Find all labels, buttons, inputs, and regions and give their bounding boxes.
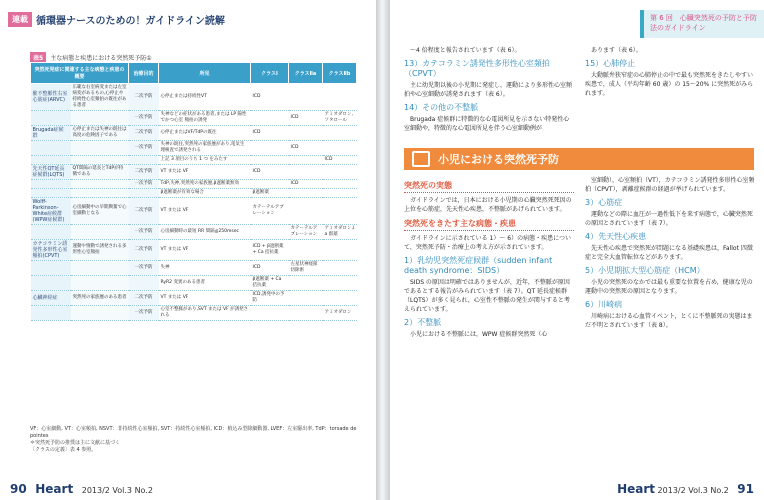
cell-goal: 二次予防	[129, 84, 159, 111]
heading-cardiomyopathy: 3）心筋症	[585, 198, 623, 207]
cell-disease	[31, 306, 71, 321]
cell-disease	[31, 261, 71, 276]
text-chd: 先天性心疾患で突然死が問題になる基礎疾患は，Fallot 四徴症と完全大血管転位などがあります。	[585, 245, 753, 261]
table-row	[31, 126, 357, 141]
note-abbrev: VF：心室細動, VT：心室頻拍, NSVT：非持続性心室頻拍, SVT：持続性心室頻拍, ICD：植込み型除細動器, LVEF：左室駆出率, TdP：torsade de pointes	[30, 426, 357, 439]
cell-criteria	[71, 111, 129, 126]
cell-class1	[251, 306, 289, 321]
cell-class1	[251, 156, 289, 165]
cell-class1	[251, 180, 289, 189]
cell-finding: VT または VF	[159, 240, 251, 261]
col1-heading-13: 13）カテコラミン誘発性多形性心室頻拍（CPVT）	[404, 59, 550, 78]
column-2-bottom	[585, 176, 755, 332]
cell-class1: ICD	[251, 261, 289, 276]
col1-text-13: 主に幼児期以後の小児期に発症し，運動により多形性心室頻拍や心室細動が誘発されます（表 6）。	[404, 82, 573, 98]
right-page	[390, 0, 764, 500]
cell-class2a: ICD	[289, 111, 323, 126]
text-hcm: 小児の突然死のなかでは最も重要な位置を占め，健康な児の運動中の突然死の原因となります。	[585, 279, 753, 295]
cell-criteria	[71, 225, 129, 240]
heading-kawasaki: 6）川崎病	[585, 300, 623, 309]
cell-goal	[129, 189, 159, 198]
cell-class1: ICD	[251, 165, 289, 180]
cell-class2a	[289, 306, 323, 321]
cell-class1	[251, 141, 289, 156]
cell-class2a	[289, 156, 323, 165]
table-row	[31, 189, 357, 198]
cell-class2a: ICD	[289, 180, 323, 189]
section-banner	[404, 148, 754, 170]
cell-criteria	[71, 180, 129, 189]
cell-class2a	[289, 84, 323, 111]
page-number-left: 90	[10, 482, 27, 496]
subsection-heading-2: 突然死をきたす主な病態・疾患	[404, 218, 574, 231]
cell-class1: β遮断薬	[251, 189, 289, 198]
cell-class1: ICD,誘発中の予防	[251, 291, 289, 306]
table-row	[31, 111, 357, 126]
cell-disease: 先天性QT延長症候群(LQTS)	[31, 165, 71, 180]
cell-class2b	[323, 165, 357, 180]
page-number-right: 91	[737, 482, 754, 496]
left-header	[0, 10, 225, 28]
book-icon	[412, 151, 430, 167]
cell-finding: 心停止またはVF/TdPの既往	[159, 126, 251, 141]
cell-class1: カテーテルアブレーション	[251, 198, 289, 225]
cell-goal: 二次予防	[129, 240, 159, 261]
cell-finding: 失神などの症状がある患者,または LP 陽性でかつ心室 頻拍の誘発	[159, 111, 251, 126]
magazine-name-left: Heart	[35, 482, 74, 496]
section-title: 小児における突然死予防	[438, 153, 559, 166]
cell-class2b	[323, 180, 357, 189]
cell-disease	[31, 111, 71, 126]
cell-disease	[31, 225, 71, 240]
header-class2a: クラスⅡa	[289, 63, 323, 84]
cell-class1: ICD	[251, 84, 289, 111]
col1-heading-14: 14）その他の不整脈	[404, 103, 479, 112]
cell-finding: TdP,失神,突然死の家族歴,β遮断薬無効	[159, 180, 251, 189]
cell-class2b: アミオダロン,ソタロール	[323, 111, 357, 126]
cell-class2b	[323, 240, 357, 261]
cell-goal	[129, 276, 159, 291]
cell-class2b	[323, 198, 357, 225]
cell-class1	[251, 225, 289, 240]
table-row	[31, 84, 357, 111]
right-footer	[611, 482, 754, 496]
cell-finding: 失神の既往,突然死の家族歴があり,電気生理検査で誘発される	[159, 141, 251, 156]
cell-disease	[31, 189, 71, 198]
text-kawasaki: 川崎病における心血管イベント，とくに不整脈死の実態はまだ不明とされています（表 8）。	[585, 313, 753, 329]
header-disease: 突然死発症に関連する主な病態と疾患の概要	[31, 63, 129, 84]
cell-goal: 二次予防	[129, 165, 159, 180]
column-1-bottom	[404, 176, 574, 341]
cell-class1: ICD + β遮断薬 + Ca 拮抗薬	[251, 240, 289, 261]
cell-criteria	[71, 141, 129, 156]
table-caption-tag: 表5	[30, 52, 46, 63]
table-row	[31, 291, 357, 306]
header-goal: 治療目的	[129, 63, 159, 84]
note-class: 〔クラスの定義〕表 4 参照。	[30, 447, 97, 453]
series-tag: 連載	[8, 12, 32, 27]
table-body	[31, 84, 357, 321]
cell-disease	[31, 180, 71, 189]
cell-criteria	[71, 261, 129, 276]
cell-criteria: 広範な右室病変または左室病変があるもの,心停止や持続性心室頻拍の既往がある患者	[71, 84, 129, 111]
col2-heading-15: 15）心肺停止	[585, 59, 636, 68]
cell-goal: 一次予防	[129, 306, 159, 321]
left-footer	[10, 482, 153, 496]
col1-text-14: Brugada 症候群に特徴的な心電図所見を示さない特発性心室細動や，特徴的な心電図所見を伴う心室細動例が	[404, 116, 570, 132]
cell-finding: VT または VF	[159, 165, 251, 180]
cell-class2a: ICD	[289, 141, 323, 156]
table-row	[31, 141, 357, 156]
cell-class2a: カテーテルアブレーション	[289, 225, 323, 240]
cell-criteria	[71, 276, 129, 291]
issue-left: 2013/2 Vol.3 No.2	[81, 486, 153, 495]
cell-finding: RyR2 変異のある患者	[159, 276, 251, 291]
cell-finding: VT または VF	[159, 291, 251, 306]
cell-class2b: アミオダロン,I a 群薬	[323, 225, 357, 240]
chapter-title: 第 6 回 心臓突然死の予防と予防法のガイドライン	[650, 14, 757, 32]
cell-finding: 上記 3 項目のうち 1 つ をみたす	[159, 156, 251, 165]
table-row	[31, 240, 357, 261]
cell-goal: 二次予防	[129, 126, 159, 141]
cell-class2b	[323, 261, 357, 276]
cell-goal: 一次予防	[129, 225, 159, 240]
cell-criteria: 突然死の家族歴のある患者	[71, 291, 129, 306]
note-star: ＊突然死予防の推奨は主に文献に基づく	[30, 440, 121, 446]
cell-class2b	[323, 126, 357, 141]
cell-class2a	[289, 276, 323, 291]
table-row	[31, 165, 357, 180]
cell-disease: 心臓神経症	[31, 291, 71, 306]
cell-class2b	[323, 291, 357, 306]
cell-goal: 二次予防	[129, 291, 159, 306]
cell-goal: 一次予防	[129, 141, 159, 156]
table-notes	[30, 426, 360, 454]
cell-disease: Wolff-Parkinson-White症候群(WPW症候群)	[31, 198, 71, 225]
cell-class2b	[323, 276, 357, 291]
table-row	[31, 261, 357, 276]
cell-class2a	[289, 240, 323, 261]
cell-disease: Brugada症候群	[31, 126, 71, 141]
text-arrhythmia: 小児における不整脈には，WPW 症候群突然死（心	[410, 331, 548, 338]
cell-class1: β遮断薬 + Ca 拮抗薬	[251, 276, 289, 291]
table-row	[31, 306, 357, 321]
text-sids: SIDS の原因は明確ではありませんが，近年，不整脈が原因であるとする報告がみられています（表 7）。QT 延長症候群（LQTS）が多く見られ，心室性不整脈の発生が関与すると考えられています。	[404, 279, 570, 313]
table-row	[31, 180, 357, 189]
cell-finding: 心室不整脈があり,SVT または VF が誘発される	[159, 306, 251, 321]
header-class1: クラスⅠ	[251, 63, 289, 84]
cell-criteria: QT間隔の延長とTdPが特徴である	[71, 165, 129, 180]
cell-class2b	[323, 141, 357, 156]
cell-goal: 一次予防	[129, 261, 159, 276]
cell-finding: VT または VF	[159, 198, 251, 225]
cell-criteria: 心房細動中の早期興奮で心室細動となる	[71, 198, 129, 225]
spine-gutter	[376, 0, 390, 500]
cell-criteria: 心停止または失神の既往は高度の危険因子である	[71, 126, 129, 141]
cell-finding: 心房細動時の最短 RR 間隔≦250msec	[159, 225, 251, 240]
cell-goal: 一次予防	[129, 111, 159, 126]
cell-finding: 失神	[159, 261, 251, 276]
heading-sids: 1）乳幼児突然死症候群（sudden infant death syndrome：SIDS）	[404, 256, 553, 275]
subsection-text-1: ガイドラインでは，日本における小児期の心臓突然死死因の上位を心筋症，先天性心疾患，不整脈があげられています。	[404, 197, 572, 213]
header-class2b: クラスⅡb	[323, 63, 357, 84]
cell-goal	[129, 156, 159, 165]
subsection-heading-1: 突然死の実態	[404, 180, 574, 193]
magazine-name-right: Heart	[617, 482, 655, 496]
cell-disease: カテコラミン誘発性多形性心室頻拍(CPVT)	[31, 240, 71, 261]
cell-class2a	[289, 126, 323, 141]
cell-class2a	[289, 198, 323, 225]
cell-class2b: ICD	[323, 156, 357, 165]
issue-right: 2013/2 Vol.3 No.2	[657, 486, 729, 495]
table-caption-text: 主な病態と疾患における突然死予防①	[50, 55, 152, 62]
chapter-header	[640, 10, 764, 38]
column-1-top	[404, 46, 574, 135]
col1-lead: 〜4 倍程度と報告されています（表 6）。	[410, 47, 521, 54]
cell-class2b	[323, 84, 357, 111]
cell-class2b	[323, 189, 357, 198]
left-page	[0, 0, 376, 500]
table-row	[31, 198, 357, 225]
cell-class2a	[289, 189, 323, 198]
col2-text-15: 大動脈弁狭窄症の心肺停止の中で最も突然死をきたしやすい疾患で，成人（平均年齢 60 歳）の 15〜20% に突然死がみられます。	[585, 72, 754, 97]
series-title: 循環器ナースのための！ガイドライン読解	[36, 15, 225, 27]
cell-criteria	[71, 306, 129, 321]
cell-criteria	[71, 156, 129, 165]
heading-hcm: 5）小児期拡大型心筋症（HCM）	[585, 266, 705, 275]
text-cardiomyopathy: 運動などの際に血圧が一過性低下を来す病態で，心臓突然死の原因とされています（表 7）。	[585, 211, 753, 227]
cell-class2b: アミオダロン	[323, 306, 357, 321]
heading-chd: 4）先天性心疾患	[585, 232, 647, 241]
column-2-top	[585, 46, 755, 100]
col2-lead: あります（表 6）。	[591, 47, 642, 54]
cell-class1	[251, 111, 289, 126]
cell-goal: 一次予防	[129, 180, 159, 189]
cell-disease	[31, 276, 71, 291]
table-row	[31, 276, 357, 291]
cell-disease: 催不整脈性右室心筋症(ARVC)	[31, 84, 71, 111]
cell-goal: 二次予防	[129, 198, 159, 225]
cell-class2a	[289, 291, 323, 306]
cell-finding: β遮断薬が有効な場合	[159, 189, 251, 198]
subsection-text-2: ガイドラインに示されている 1）〜 6）の病態・疾患について，突然死予防・治療上の考え方が示されています。	[404, 235, 571, 251]
cell-disease	[31, 156, 71, 165]
cell-class2a	[289, 165, 323, 180]
text-continued: 室細動），心室頻拍（VT），カテコラミン誘発性多形性心室頻拍（CPVT），剥離症候群の経過が挙げられています。	[585, 177, 755, 193]
cell-class1: ICD	[251, 126, 289, 141]
cell-criteria: 運動や情動で誘発される多形性心室頻拍	[71, 240, 129, 261]
cell-disease	[31, 141, 71, 156]
cell-criteria	[71, 189, 129, 198]
header-finding: 所見	[159, 63, 251, 84]
heading-arrhythmia: 2）不整脈	[404, 318, 442, 327]
cell-class2a: 左星状神経節切除術	[289, 261, 323, 276]
table-row	[31, 225, 357, 240]
guideline-table	[30, 62, 357, 321]
table-row	[31, 156, 357, 165]
cell-finding: 心停止または持続性VT	[159, 84, 251, 111]
